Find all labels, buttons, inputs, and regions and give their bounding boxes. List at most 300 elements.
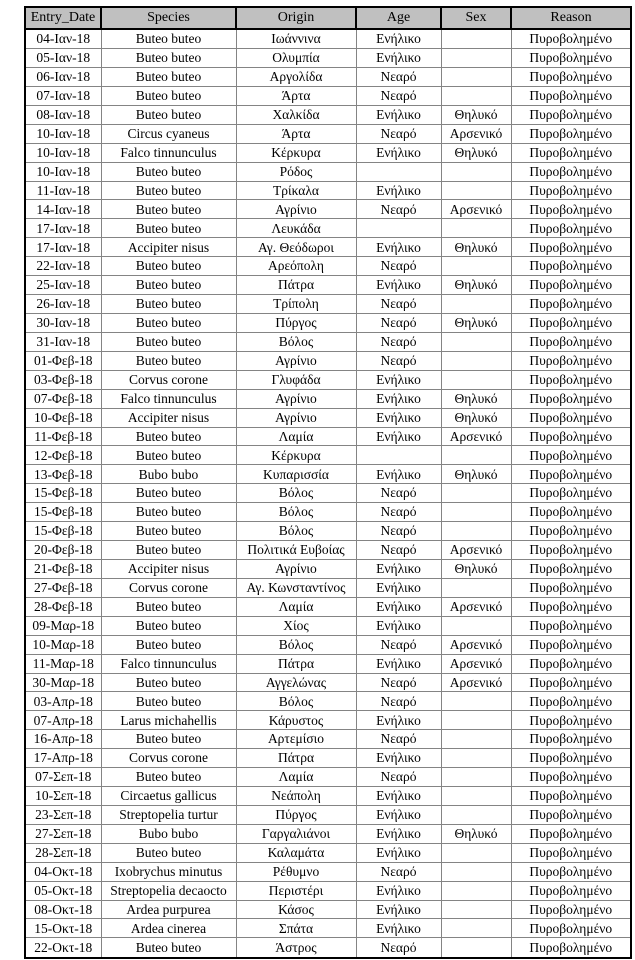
cell-age: Ενήλικο <box>356 597 441 616</box>
cell-age: Ενήλικο <box>356 900 441 919</box>
cell-species: Buteo buteo <box>101 427 236 446</box>
cell-entry-date: 17-Ιαν-18 <box>25 238 101 257</box>
table-row <box>25 162 631 181</box>
cell-entry-date: 30-Μαρ-18 <box>25 673 101 692</box>
cell-origin: Νεάπολη <box>236 787 356 806</box>
cell-species: Ardea cinerea <box>101 919 236 938</box>
table-body <box>25 29 631 958</box>
cell-species: Buteo buteo <box>101 351 236 370</box>
cell-species: Buteo buteo <box>101 673 236 692</box>
cell-reason: Πυροβολημένο <box>511 295 631 314</box>
cell-species: Larus michahellis <box>101 711 236 730</box>
cell-sex <box>441 616 511 635</box>
cell-origin: Κέρκυρα <box>236 446 356 465</box>
cell-age: Νεαρό <box>356 351 441 370</box>
cell-reason: Πυροβολημένο <box>511 86 631 105</box>
table-row <box>25 635 631 654</box>
cell-sex: Θηλυκό <box>441 105 511 124</box>
cell-age: Νεαρό <box>356 484 441 503</box>
cell-sex <box>441 351 511 370</box>
cell-reason: Πυροβολημένο <box>511 711 631 730</box>
cell-entry-date: 10-Σεπ-18 <box>25 787 101 806</box>
cell-entry-date: 08-Οκτ-18 <box>25 900 101 919</box>
cell-origin: Κέρκυρα <box>236 143 356 162</box>
cell-sex <box>441 49 511 68</box>
cell-entry-date: 10-Ιαν-18 <box>25 143 101 162</box>
cell-reason: Πυροβολημένο <box>511 219 631 238</box>
cell-reason: Πυροβολημένο <box>511 162 631 181</box>
cell-entry-date: 11-Φεβ-18 <box>25 427 101 446</box>
cell-origin: Γαργαλιάνοι <box>236 824 356 843</box>
cell-species: Accipiter nisus <box>101 238 236 257</box>
table-row <box>25 654 631 673</box>
cell-sex <box>441 787 511 806</box>
cell-sex <box>441 730 511 749</box>
table-row <box>25 616 631 635</box>
cell-age: Νεαρό <box>356 541 441 560</box>
cell-sex <box>441 843 511 862</box>
table-row <box>25 124 631 143</box>
cell-sex <box>441 522 511 541</box>
cell-entry-date: 10-Φεβ-18 <box>25 408 101 427</box>
cell-origin: Τρίκαλα <box>236 181 356 200</box>
cell-reason: Πυροβολημένο <box>511 824 631 843</box>
cell-sex <box>441 578 511 597</box>
cell-entry-date: 05-Ιαν-18 <box>25 49 101 68</box>
cell-sex <box>441 862 511 881</box>
table-header <box>25 7 631 29</box>
cell-age: Νεαρό <box>356 522 441 541</box>
cell-age: Ενήλικο <box>356 465 441 484</box>
table-row <box>25 446 631 465</box>
cell-species: Buteo buteo <box>101 541 236 560</box>
cell-origin: Πάτρα <box>236 749 356 768</box>
cell-reason: Πυροβολημένο <box>511 29 631 49</box>
cell-reason: Πυροβολημένο <box>511 370 631 389</box>
cell-origin: Βόλος <box>236 484 356 503</box>
cell-origin: Κάρυστος <box>236 711 356 730</box>
cell-origin: Άρτα <box>236 86 356 105</box>
cell-entry-date: 15-Οκτ-18 <box>25 919 101 938</box>
cell-reason: Πυροβολημένο <box>511 862 631 881</box>
cell-sex <box>441 86 511 105</box>
cell-origin: Βόλος <box>236 503 356 522</box>
table-row <box>25 181 631 200</box>
cell-origin: Καλαμάτα <box>236 843 356 862</box>
cell-species: Accipiter nisus <box>101 559 236 578</box>
cell-sex <box>441 332 511 351</box>
cell-origin: Πύργος <box>236 805 356 824</box>
cell-age: Ενήλικο <box>356 427 441 446</box>
cell-age: Ενήλικο <box>356 787 441 806</box>
cell-age: Ενήλικο <box>356 29 441 49</box>
cell-origin: Πύργος <box>236 313 356 332</box>
cell-entry-date: 08-Ιαν-18 <box>25 105 101 124</box>
cell-sex: Θηλυκό <box>441 824 511 843</box>
cell-sex <box>441 370 511 389</box>
cell-reason: Πυροβολημένο <box>511 578 631 597</box>
cell-reason: Πυροβολημένο <box>511 238 631 257</box>
table-row <box>25 824 631 843</box>
cell-entry-date: 10-Μαρ-18 <box>25 635 101 654</box>
table-row <box>25 578 631 597</box>
cell-species: Corvus corone <box>101 578 236 597</box>
cell-sex: Θηλυκό <box>441 408 511 427</box>
cell-origin: Χαλκίδα <box>236 105 356 124</box>
cell-entry-date: 15-Φεβ-18 <box>25 522 101 541</box>
cell-reason: Πυροβολημένο <box>511 351 631 370</box>
cell-sex <box>441 749 511 768</box>
cell-entry-date: 16-Απρ-18 <box>25 730 101 749</box>
cell-entry-date: 26-Ιαν-18 <box>25 295 101 314</box>
cell-origin: Λαμία <box>236 597 356 616</box>
cell-entry-date: 03-Φεβ-18 <box>25 370 101 389</box>
cell-entry-date: 12-Φεβ-18 <box>25 446 101 465</box>
cell-reason: Πυροβολημένο <box>511 49 631 68</box>
table-row <box>25 692 631 711</box>
table-row <box>25 503 631 522</box>
table-row <box>25 29 631 49</box>
cell-species: Ardea purpurea <box>101 900 236 919</box>
cell-age: Ενήλικο <box>356 654 441 673</box>
cell-age: Νεαρό <box>356 938 441 958</box>
cell-sex: Θηλυκό <box>441 465 511 484</box>
cell-entry-date: 28-Φεβ-18 <box>25 597 101 616</box>
cell-origin: Γλυφάδα <box>236 370 356 389</box>
cell-reason: Πυροβολημένο <box>511 843 631 862</box>
cell-age: Νεαρό <box>356 200 441 219</box>
table-row <box>25 541 631 560</box>
cell-sex: Θηλυκό <box>441 143 511 162</box>
table-row <box>25 370 631 389</box>
cell-entry-date: 27-Φεβ-18 <box>25 578 101 597</box>
cell-species: Buteo buteo <box>101 768 236 787</box>
column-header-species: Species <box>101 7 236 29</box>
cell-sex <box>441 692 511 711</box>
cell-age: Ενήλικο <box>356 389 441 408</box>
cell-age: Νεαρό <box>356 86 441 105</box>
header-row <box>25 7 631 29</box>
cell-reason: Πυροβολημένο <box>511 673 631 692</box>
cell-age: Νεαρό <box>356 503 441 522</box>
table-row <box>25 768 631 787</box>
cell-entry-date: 15-Φεβ-18 <box>25 484 101 503</box>
cell-entry-date: 07-Ιαν-18 <box>25 86 101 105</box>
cell-species: Buteo buteo <box>101 276 236 295</box>
table-row <box>25 200 631 219</box>
cell-species: Corvus corone <box>101 749 236 768</box>
cell-sex <box>441 503 511 522</box>
cell-origin: Χίος <box>236 616 356 635</box>
cell-species: Buteo buteo <box>101 295 236 314</box>
table-row <box>25 49 631 68</box>
cell-origin: Βόλος <box>236 635 356 654</box>
cell-sex <box>441 257 511 276</box>
cell-sex: Θηλυκό <box>441 238 511 257</box>
cell-sex <box>441 68 511 87</box>
cell-origin: Άστρος <box>236 938 356 958</box>
table-row <box>25 673 631 692</box>
column-header-sex: Sex <box>441 7 511 29</box>
cell-age: Ενήλικο <box>356 578 441 597</box>
cell-species: Circaetus gallicus <box>101 787 236 806</box>
cell-age: Ενήλικο <box>356 881 441 900</box>
cell-species: Falco tinnunculus <box>101 654 236 673</box>
cell-origin: Σπάτα <box>236 919 356 938</box>
cell-sex: Αρσενικό <box>441 427 511 446</box>
cell-entry-date: 21-Φεβ-18 <box>25 559 101 578</box>
cell-species: Buteo buteo <box>101 484 236 503</box>
cell-sex <box>441 881 511 900</box>
cell-sex <box>441 181 511 200</box>
cell-age: Ενήλικο <box>356 559 441 578</box>
cell-origin: Πάτρα <box>236 276 356 295</box>
column-header-reason: Reason <box>511 7 631 29</box>
cell-age <box>356 446 441 465</box>
cell-sex <box>441 295 511 314</box>
table-row <box>25 597 631 616</box>
cell-reason: Πυροβολημένο <box>511 276 631 295</box>
cell-origin: Λαμία <box>236 427 356 446</box>
cell-reason: Πυροβολημένο <box>511 730 631 749</box>
table-row <box>25 559 631 578</box>
table-row <box>25 843 631 862</box>
cell-entry-date: 22-Οκτ-18 <box>25 938 101 958</box>
cell-reason: Πυροβολημένο <box>511 768 631 787</box>
cell-origin: Αγ. Κωνσταντίνος <box>236 578 356 597</box>
cell-age: Νεαρό <box>356 692 441 711</box>
cell-origin: Βόλος <box>236 522 356 541</box>
cell-species: Buteo buteo <box>101 181 236 200</box>
table-row <box>25 484 631 503</box>
cell-reason: Πυροβολημένο <box>511 919 631 938</box>
cell-origin: Αρτεμίσιο <box>236 730 356 749</box>
cell-species: Buteo buteo <box>101 332 236 351</box>
cell-species: Buteo buteo <box>101 200 236 219</box>
cell-sex: Αρσενικό <box>441 654 511 673</box>
table-row <box>25 465 631 484</box>
cell-age: Ενήλικο <box>356 276 441 295</box>
cell-age: Νεαρό <box>356 313 441 332</box>
cell-entry-date: 17-Ιαν-18 <box>25 219 101 238</box>
cell-sex: Θηλυκό <box>441 276 511 295</box>
cell-age: Νεαρό <box>356 635 441 654</box>
cell-origin: Κάσος <box>236 900 356 919</box>
table-row <box>25 295 631 314</box>
cell-origin: Πάτρα <box>236 654 356 673</box>
cell-reason: Πυροβολημένο <box>511 105 631 124</box>
table-row <box>25 881 631 900</box>
cell-entry-date: 30-Ιαν-18 <box>25 313 101 332</box>
cell-species: Streptopelia decaocto <box>101 881 236 900</box>
cell-species: Ixobrychus minutus <box>101 862 236 881</box>
cell-sex <box>441 219 511 238</box>
cell-reason: Πυροβολημένο <box>511 635 631 654</box>
cell-sex: Αρσενικό <box>441 597 511 616</box>
cell-species: Buteo buteo <box>101 219 236 238</box>
cell-species: Streptopelia turtur <box>101 805 236 824</box>
cell-sex <box>441 29 511 49</box>
cell-entry-date: 17-Απρ-18 <box>25 749 101 768</box>
cell-origin: Περιστέρι <box>236 881 356 900</box>
cell-species: Bubo bubo <box>101 824 236 843</box>
cell-reason: Πυροβολημένο <box>511 181 631 200</box>
cell-age: Ενήλικο <box>356 711 441 730</box>
cell-age: Νεαρό <box>356 295 441 314</box>
cell-age: Νεαρό <box>356 862 441 881</box>
cell-age: Ενήλικο <box>356 49 441 68</box>
cell-entry-date: 13-Φεβ-18 <box>25 465 101 484</box>
cell-origin: Αγ. Θεόδωροι <box>236 238 356 257</box>
cell-reason: Πυροβολημένο <box>511 427 631 446</box>
cell-age: Νεαρό <box>356 730 441 749</box>
cell-entry-date: 27-Σεπ-18 <box>25 824 101 843</box>
cell-entry-date: 14-Ιαν-18 <box>25 200 101 219</box>
table-row <box>25 105 631 124</box>
cell-species: Accipiter nisus <box>101 408 236 427</box>
cell-reason: Πυροβολημένο <box>511 522 631 541</box>
table-row <box>25 749 631 768</box>
cell-reason: Πυροβολημένο <box>511 408 631 427</box>
cell-origin: Αγρίνιο <box>236 389 356 408</box>
cell-entry-date: 11-Μαρ-18 <box>25 654 101 673</box>
cell-age <box>356 219 441 238</box>
records-table-container <box>24 6 632 959</box>
cell-entry-date: 03-Απρ-18 <box>25 692 101 711</box>
cell-age: Ενήλικο <box>356 824 441 843</box>
cell-species: Buteo buteo <box>101 692 236 711</box>
cell-entry-date: 23-Σεπ-18 <box>25 805 101 824</box>
table-row <box>25 805 631 824</box>
cell-age: Νεαρό <box>356 768 441 787</box>
cell-reason: Πυροβολημένο <box>511 124 631 143</box>
cell-age: Ενήλικο <box>356 143 441 162</box>
column-header-origin: Origin <box>236 7 356 29</box>
table-row <box>25 711 631 730</box>
cell-origin: Τρίπολη <box>236 295 356 314</box>
cell-species: Falco tinnunculus <box>101 143 236 162</box>
cell-sex: Θηλυκό <box>441 389 511 408</box>
cell-origin: Ιωάννινα <box>236 29 356 49</box>
cell-sex <box>441 919 511 938</box>
cell-age: Ενήλικο <box>356 805 441 824</box>
cell-age: Νεαρό <box>356 332 441 351</box>
table-row <box>25 257 631 276</box>
cell-reason: Πυροβολημένο <box>511 332 631 351</box>
table-row <box>25 313 631 332</box>
cell-age: Νεαρό <box>356 68 441 87</box>
cell-sex: Αρσενικό <box>441 673 511 692</box>
cell-origin: Βόλος <box>236 692 356 711</box>
cell-species: Buteo buteo <box>101 29 236 49</box>
cell-entry-date: 07-Απρ-18 <box>25 711 101 730</box>
table-row <box>25 68 631 87</box>
cell-species: Buteo buteo <box>101 68 236 87</box>
cell-reason: Πυροβολημένο <box>511 597 631 616</box>
cell-origin: Κυπαρισσία <box>236 465 356 484</box>
cell-reason: Πυροβολημένο <box>511 881 631 900</box>
cell-sex <box>441 938 511 958</box>
table-row <box>25 862 631 881</box>
cell-reason: Πυροβολημένο <box>511 465 631 484</box>
cell-species: Buteo buteo <box>101 635 236 654</box>
cell-species: Buteo buteo <box>101 313 236 332</box>
table-row <box>25 730 631 749</box>
cell-species: Buteo buteo <box>101 446 236 465</box>
table-row <box>25 86 631 105</box>
cell-species: Buteo buteo <box>101 938 236 958</box>
cell-age: Ενήλικο <box>356 370 441 389</box>
table-row <box>25 938 631 958</box>
cell-sex: Θηλυκό <box>441 559 511 578</box>
cell-species: Buteo buteo <box>101 616 236 635</box>
cell-species: Buteo buteo <box>101 730 236 749</box>
cell-origin: Αρεόπολη <box>236 257 356 276</box>
cell-reason: Πυροβολημένο <box>511 749 631 768</box>
cell-reason: Πυροβολημένο <box>511 389 631 408</box>
table-row <box>25 219 631 238</box>
cell-sex <box>441 484 511 503</box>
cell-reason: Πυροβολημένο <box>511 143 631 162</box>
cell-age: Ενήλικο <box>356 749 441 768</box>
cell-origin: Αγρίνιο <box>236 351 356 370</box>
cell-species: Corvus corone <box>101 370 236 389</box>
cell-entry-date: 31-Ιαν-18 <box>25 332 101 351</box>
cell-reason: Πυροβολημένο <box>511 787 631 806</box>
cell-sex: Αρσενικό <box>441 124 511 143</box>
cell-origin: Λαμία <box>236 768 356 787</box>
table-row <box>25 408 631 427</box>
table-row <box>25 238 631 257</box>
cell-species: Buteo buteo <box>101 49 236 68</box>
cell-reason: Πυροβολημένο <box>511 654 631 673</box>
cell-entry-date: 04-Οκτ-18 <box>25 862 101 881</box>
cell-entry-date: 25-Ιαν-18 <box>25 276 101 295</box>
cell-entry-date: 11-Ιαν-18 <box>25 181 101 200</box>
cell-reason: Πυροβολημένο <box>511 446 631 465</box>
cell-entry-date: 07-Φεβ-18 <box>25 389 101 408</box>
cell-entry-date: 05-Οκτ-18 <box>25 881 101 900</box>
cell-reason: Πυροβολημένο <box>511 900 631 919</box>
bird-admission-records-table <box>24 6 632 959</box>
cell-species: Buteo buteo <box>101 522 236 541</box>
cell-reason: Πυροβολημένο <box>511 541 631 560</box>
cell-species: Buteo buteo <box>101 597 236 616</box>
table-row <box>25 389 631 408</box>
cell-age: Ενήλικο <box>356 238 441 257</box>
cell-age: Ενήλικο <box>356 181 441 200</box>
cell-reason: Πυροβολημένο <box>511 805 631 824</box>
column-header-age: Age <box>356 7 441 29</box>
cell-entry-date: 07-Σεπ-18 <box>25 768 101 787</box>
cell-reason: Πυροβολημένο <box>511 616 631 635</box>
cell-sex: Θηλυκό <box>441 313 511 332</box>
table-row <box>25 900 631 919</box>
cell-entry-date: 09-Μαρ-18 <box>25 616 101 635</box>
cell-reason: Πυροβολημένο <box>511 559 631 578</box>
cell-entry-date: 01-Φεβ-18 <box>25 351 101 370</box>
cell-age: Ενήλικο <box>356 843 441 862</box>
cell-reason: Πυροβολημένο <box>511 484 631 503</box>
cell-age: Ενήλικο <box>356 408 441 427</box>
cell-entry-date: 22-Ιαν-18 <box>25 257 101 276</box>
table-row <box>25 276 631 295</box>
cell-entry-date: 04-Ιαν-18 <box>25 29 101 49</box>
cell-origin: Άρτα <box>236 124 356 143</box>
cell-origin: Αγρίνιο <box>236 200 356 219</box>
table-row <box>25 787 631 806</box>
cell-reason: Πυροβολημένο <box>511 68 631 87</box>
